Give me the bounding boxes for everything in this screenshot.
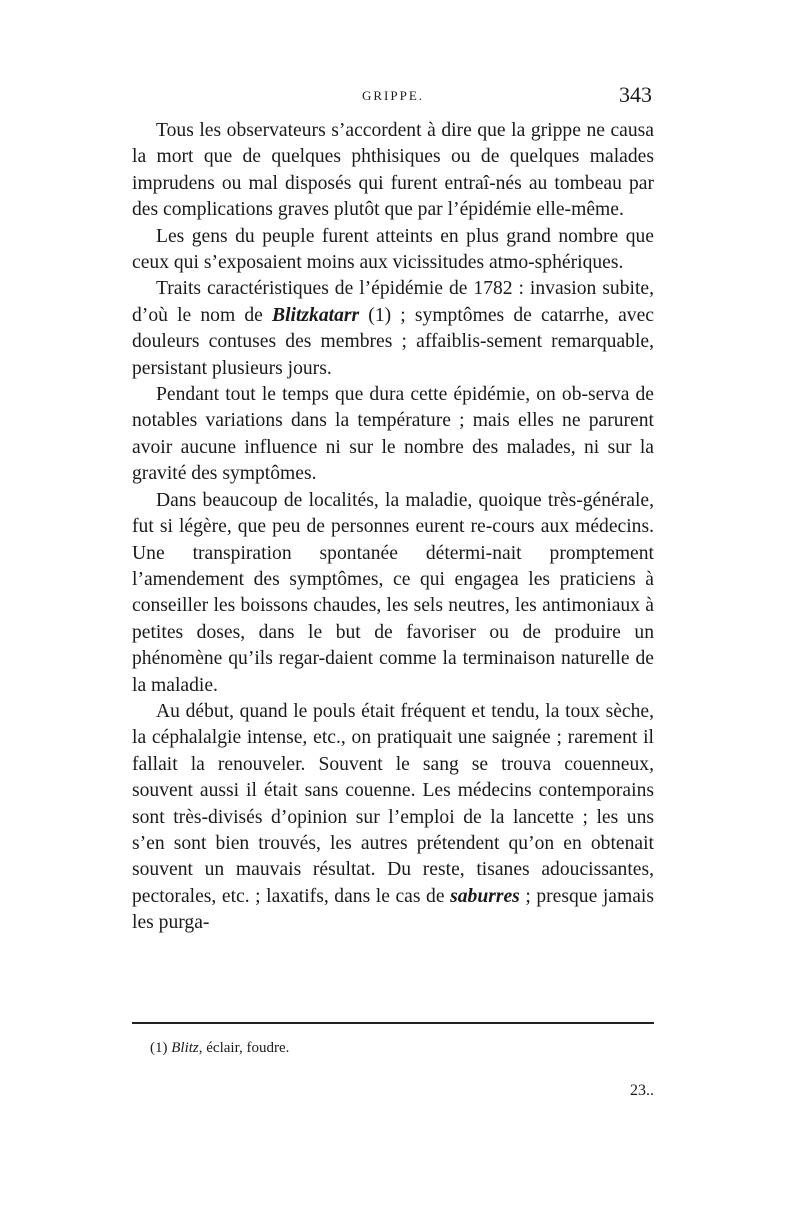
footnote [150,1040,650,1057]
paragraph-text: Tous les observateurs s’accordent à dire que la grippe ne causa la mort que de quelques phthisiques ou de quelques malades imprudens ou mal disposés qui furent entraî-nés au tombeau par des complications graves plutôt que par l’épidémie elle-même. [132,120,654,221]
footnote-definition: , éclair, foudre. [198,1040,290,1056]
italic-term: saburres [450,885,520,907]
footnote-marker: (1) [150,1040,168,1056]
paragraph-text: Pendant tout le temps que dura cette épidémie, on ob-serva de notables variations dans la température ; mais elles ne parurent avoir aucune influence ni sur le nombre des malades, ni sur la gravité des symptômes. [132,384,654,485]
footnote-term: Blitz [171,1040,199,1056]
paragraph-text: Traits caractéristiques de l’épidémie de 1782 : invasion subite, d’où le nom de [132,278,654,326]
paragraph-2 [132,224,654,277]
footnote-rule [132,1022,654,1024]
body-text [132,118,654,937]
paragraph-text: Les gens du peuple furent atteints en plus grand nombre que ceux qui s’exposaient moins aux vicissitudes atmo-sphériques. [132,225,654,274]
signature-mark: 23.. [630,1082,654,1099]
paragraph-5 [132,488,654,699]
paragraph-text: (1) ; symptômes de catarrhe, avec douleurs contuses des membres ; affaiblis-sement remarquable, persistant plusieurs jours. [132,304,654,379]
running-title: GRIPPE. [362,88,425,103]
page-number: 343 [619,82,652,107]
paragraph-text: Au début, quand le pouls était fréquent et tendu, la toux sèche, la céphalalgie intense, etc., on pratiquait une saignée ; rarement il fallait la renouveler. Souvent le sang se trouva couenneux, souvent aussi il était sans couenne. Les médecins contemporains sont très-divisés d’opinion sur l’emploi de la lancette ; les uns s’en sont bien trouvés, les autres prétendent qu’on en obtenait souvent un mauvais résultat. Du reste, tisanes adoucissantes, pectorales, etc. ; laxatifs, dans le cas de [132,700,654,907]
paragraph-4 [132,382,654,488]
paragraph-6 [132,699,654,937]
paragraph-text: Dans beaucoup de localités, la maladie, quoique très-générale, fut si légère, que peu de personnes eurent re-cours aux médecins. Une transpiration spontanée détermi-nait promptement l’amendement des symptômes, ce qui engagea les praticiens à conseiller les boissons chaudes, les sels neutres, les antimoniaux à petites doses, dans le but de favoriser ou de produire un phénomène qu’ils regar-daient comme la terminaison naturelle de la maladie. [132,489,654,696]
paragraph-1 [132,118,654,224]
italic-term: Blitzkatarr [272,304,360,326]
page-header [132,82,652,112]
paragraph-text: ; presque jamais les purga- [132,885,654,934]
paragraph-3 [132,276,654,382]
